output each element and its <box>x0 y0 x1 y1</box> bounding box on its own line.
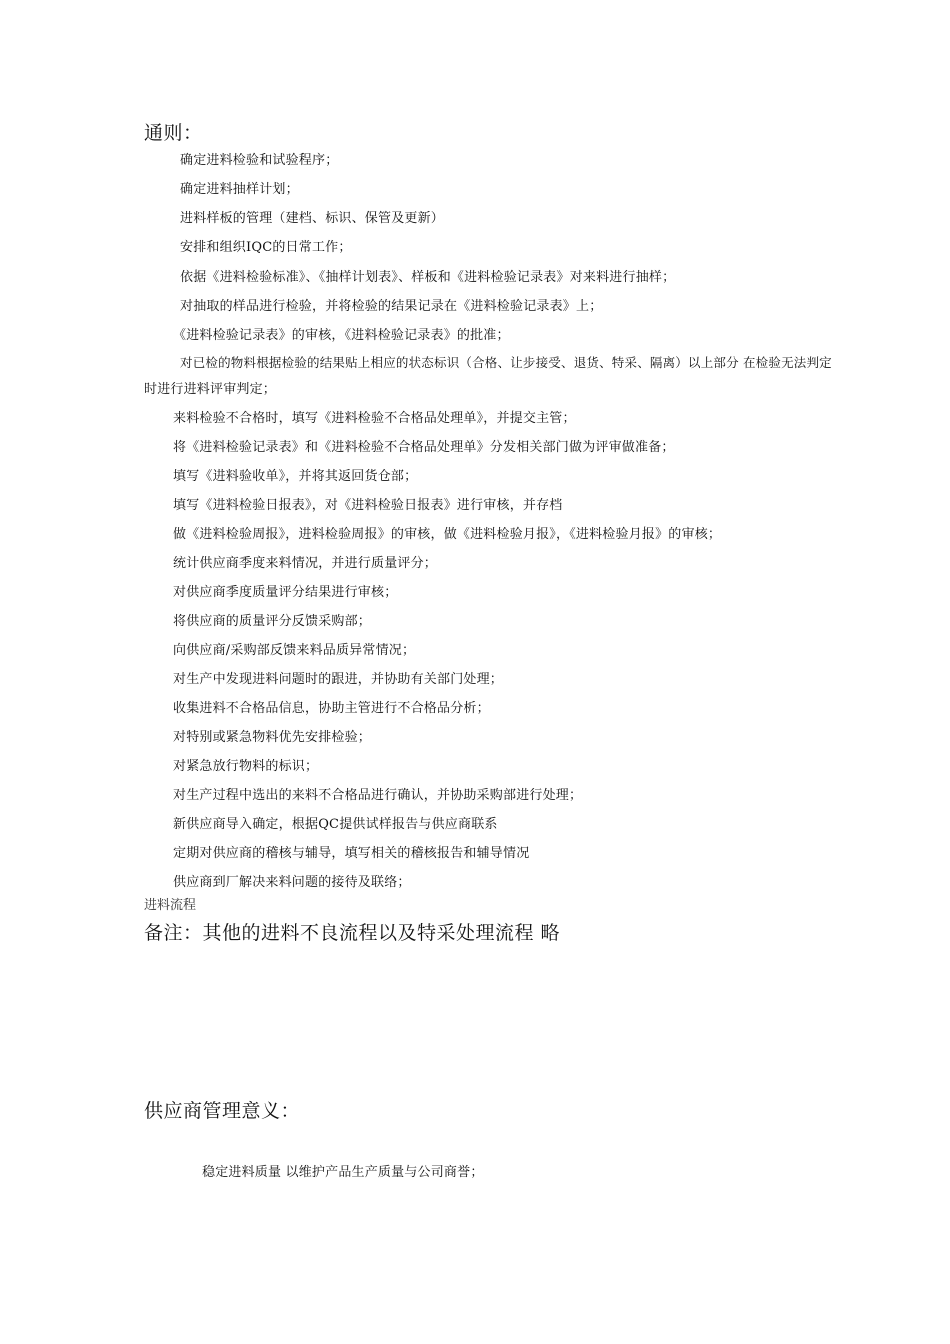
list-item: 确定进料检验和试验程序； <box>180 153 339 168</box>
list-item: 对抽取的样品进行检验，并将检验的结果记录在《进料检验记录表》上； <box>180 299 603 314</box>
list-item: 供应商到厂解决来料问题的接待及联络； <box>173 875 411 890</box>
list-item: 将供应商的质量评分反馈采购部； <box>173 614 372 629</box>
supplier-list-item: 稳定进料质量 以维护产品生产质量与公司商誉； <box>202 1165 484 1180</box>
list-item: 依据《进料检验标准》、《抽样计划表》、样板和《进料检验记录表》对来料进行抽样； <box>180 270 676 285</box>
list-item: 向供应商/采购部反馈来料品质异常情况； <box>173 643 416 658</box>
list-item: 对已检的物料根据检验的结果贴上相应的状态标识（合格、让步接受、退货、特采、隔离）以上部分 在检验无法判定 <box>180 355 832 370</box>
list-item-continuation: 时进行进料评审判定； <box>144 382 277 397</box>
list-item: 收集进料不合格品信息，协助主管进行不合格品分析； <box>173 701 490 716</box>
list-item: 定期对供应商的稽核与辅导，填写相关的稽核报告和辅导情况 <box>173 846 530 861</box>
list-item: 进料样板的管理（建档、标识、保管及更新） <box>180 211 445 226</box>
list-item: 确定进料抽样计划； <box>180 182 299 197</box>
remark-text: 备注：其他的进料不良流程以及特采处理流程 略 <box>144 922 561 944</box>
list-item: 将《进料检验记录表》和《进料检验不合格品处理单》分发相关部门做为评审做准备； <box>173 440 675 455</box>
supplier-heading: 供应商管理意义： <box>144 1100 301 1122</box>
list-item: 对生产过程中选出的来料不合格品进行确认，并协助采购部进行处理； <box>173 788 583 803</box>
list-item: 填写《进料检验日报表》，对《进料检验日报表》进行审核，并存档 <box>173 498 563 513</box>
list-item: 填写《进料验收单》，并将其返回货仓部； <box>173 469 418 484</box>
process-label: 进料流程 <box>144 898 197 913</box>
list-item: 对紧急放行物料的标识； <box>173 759 319 774</box>
list-item: 对生产中发现进料问题时的跟进，并协助有关部门处理； <box>173 672 504 687</box>
list-item: 对供应商季度质量评分结果进行审核； <box>173 585 398 600</box>
general-heading: 通则： <box>144 122 203 144</box>
list-item: 统计供应商季度来料情况，并进行质量评分； <box>173 556 438 571</box>
list-item: 对特别或紧急物料优先安排检验； <box>173 730 372 745</box>
list-item: 来料检验不合格时，填写《进料检验不合格品处理单》，并提交主管； <box>173 411 576 426</box>
list-item: 新供应商导入确定，根据QC提供试样报告与供应商联系 <box>173 817 498 832</box>
list-item: 做《进料检验周报》，进料检验周报》的审核，做《进料检验月报》，《进料检验月报》的审核； <box>173 527 722 542</box>
list-item: 安排和组织IQC的日常工作； <box>180 240 352 255</box>
list-item: 《进料检验记录表》的审核，《进料检验记录表》的批准； <box>173 328 510 343</box>
